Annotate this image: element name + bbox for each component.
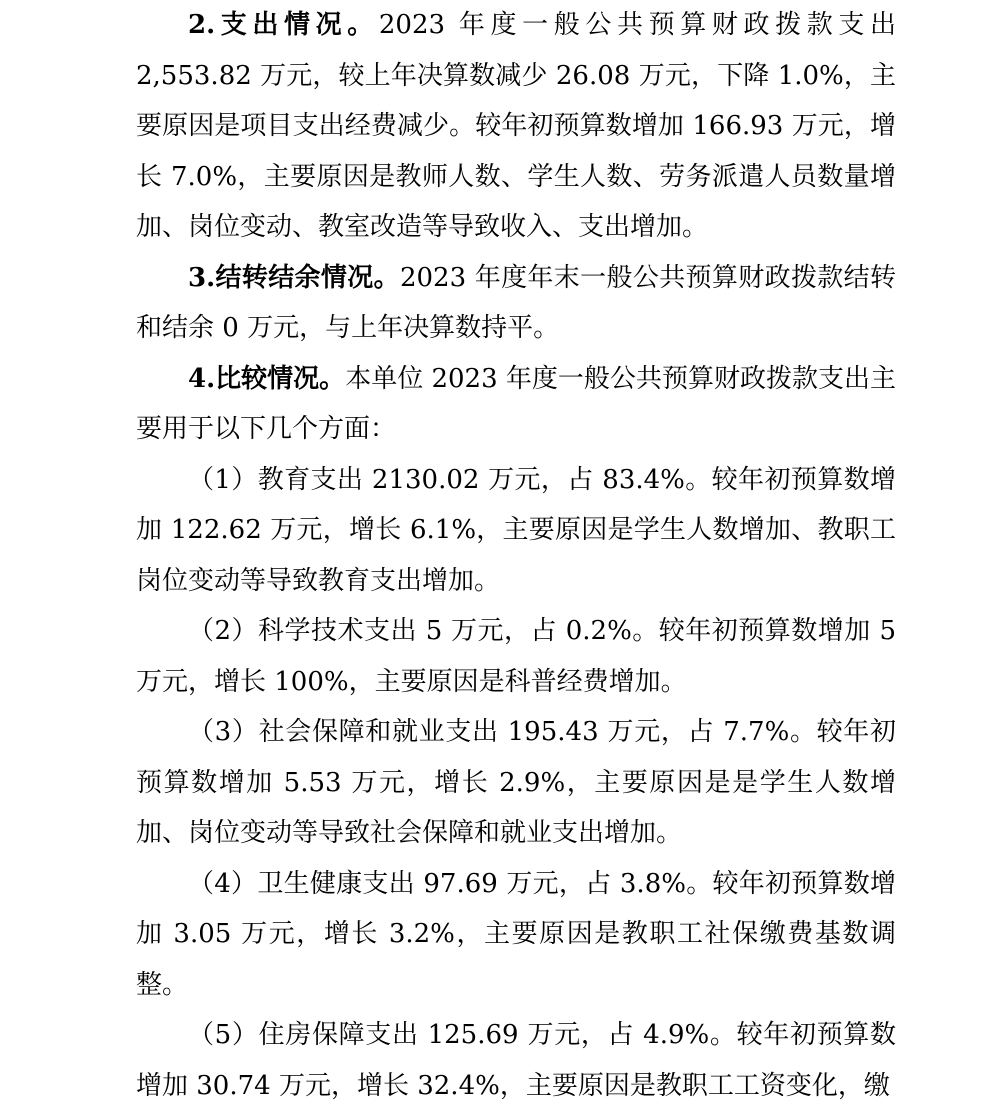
list-item-education: （1）教育支出 2130.02 万元，占 83.4%。较年初预算数增加 122.62 万元，增长 6.1%，主要原因是学生人数增加、教职工岗位变动等导致教育支出增加。 <box>136 464 896 596</box>
list-item-social-security: （3）社会保障和就业支出 195.43 万元，占 7.7%。较年初预算数增加 5.53 万元，增长 2.9%，主要原因是是学生人数增加、岗位变动等导致社会保障和就业支出增加。 <box>136 717 896 848</box>
heading-expenditure: 2.支出情况。 <box>188 10 379 40</box>
list-item-housing: （5）住房保障支出 125.69 万元，占 4.9%。较年初预算数增加 30.74 万元，增长 32.4%，主要原因是教职工工资变化，缴 <box>136 1020 896 1101</box>
paragraph-carryover <box>136 253 896 354</box>
paragraph-comparison <box>136 354 896 455</box>
heading-comparison: 4.比较情况。 <box>188 363 346 394</box>
document-page <box>136 0 896 1111</box>
list-item-science: （2）科学技术支出 5 万元，占 0.2%。较年初预算数增加 5 万元，增长 100%，主要原因是科普经费增加。 <box>136 616 896 697</box>
text-expenditure: 2023 年度一般公共预算财政拨款支出 2,553.82 万元，较上年决算数减少 26.08 万元，下降 1.0%，主要原因是项目支出经费减少。较年初预算数增加 166.93 万元，增长 7.0%，主要原因是教师人数、学生人数、劳务派遣人员数量增加、岗位变动、教室改造等导致收入、支出增加。 <box>136 10 896 242</box>
heading-carryover: 3.结转结余情况。 <box>188 262 400 293</box>
text-carryover: 2023 年度年末一般公共预算财政拨款结转和结余 0 万元，与上年决算数持平。 <box>136 262 896 343</box>
paragraph-expenditure <box>136 0 896 253</box>
text-comparison: 本单位 2023 年度一般公共预算财政拨款支出主要用于以下几个方面： <box>136 363 896 444</box>
list-item-health: （4）卫生健康支出 97.69 万元，占 3.8%。较年初预算数增加 3.05 万元，增长 3.2%，主要原因是教职工社保缴费基数调整。 <box>136 868 896 1000</box>
